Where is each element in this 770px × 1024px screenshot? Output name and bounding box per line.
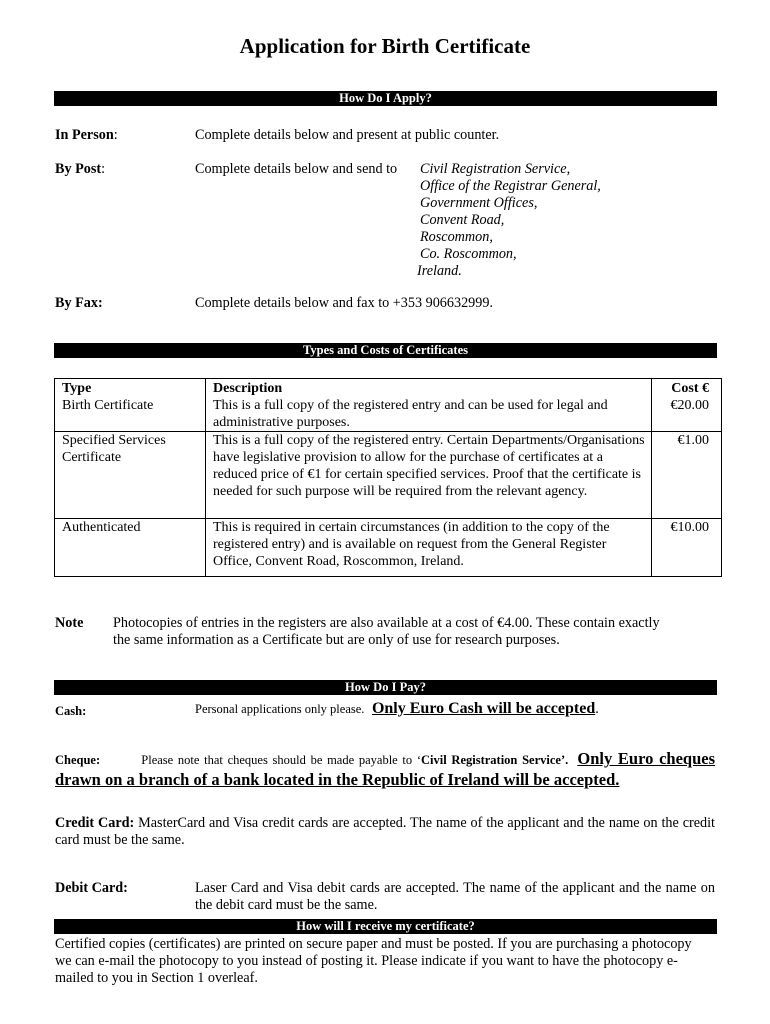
in-person-text: Complete details below and present at public counter. [195,127,500,143]
cell-type: Birth Certificate [55,397,206,432]
credit-card-text: MasterCard and Visa credit cards are accepted. The name of the applicant and the name on the credit card must be the same. [55,815,715,848]
address-line: Civil Registration Service, [420,161,571,177]
column-header-type: Type [55,379,206,398]
address-line: Office of the Registrar General, [420,178,601,194]
address-line: Government Offices, [420,195,538,211]
cheque-text: Please note that cheques should be made payable to ‘ [141,753,422,767]
cheque-label: Cheque: [55,753,101,767]
cash-label: Cash: [55,704,87,718]
by-post-text: Complete details below and send to [195,161,398,177]
address-line: Ireland. [417,263,462,279]
address-line: Convent Road, [420,212,505,228]
cash-emphasis: Only Euro Cash will be accepted [371,700,596,717]
cell-cost: €20.00 [652,397,722,432]
receive-text: Certified copies (certificates) are printed on secure paper and must be posted. If you are purchasing a photocopy we can e-mail the photocopy to you instead of posting it. Please indicate if you want to have the photocopy e-mailed to you in Section 1 overleaf. [55,936,692,986]
cell-type: Authenticated [55,519,206,577]
note-text: Photocopies of entries in the registers are also available at a cost of €4.00. These contain exactly the same information as a Certificate but are only of use for research purposes. [113,615,660,648]
in-person-label: In Person: [55,127,118,143]
cheque-paragraph: Cheque: Please note that cheques should be made payable to ‘Civil Registration Service’. Only Euro cheques drawn on a branch of a bank located in the Republic of Ireland will be accepted. [55,749,716,789]
cheque-emphasis: Only Euro cheques drawn on a branch of a bank located in the Republic of Ireland will be accepted. [55,749,716,789]
page-title: Application for Birth Certificate [239,34,531,58]
cheque-payee: Civil Registration Service [421,753,561,767]
cell-description: This is required in certain circumstances (in addition to the copy of the registered entry) and is available on request from the General Register Office, Convent Road, Roscommon, Ireland. [206,519,652,577]
section-header-receive: How will I receive my certificate? [54,919,717,934]
section-header-pay: How Do I Pay? [54,680,717,695]
by-fax-label: By Fax: [55,295,103,311]
section-header-costs: Types and Costs of Certificates [54,343,717,358]
cell-cost: €1.00 [652,432,722,519]
by-post-label: By Post: [55,161,106,177]
cell-description: This is a full copy of the registered entry and can be used for legal and administrative purposes. [206,397,652,432]
table-row [55,397,722,432]
by-fax-text: Complete details below and fax to +353 906632999. [195,295,494,311]
postal-address [417,161,601,280]
debit-card-text: Laser Card and Visa debit cards are accepted. The name of the applicant and the name on the debit card must be the same. [195,880,715,913]
table-row [55,519,722,577]
table-row [55,432,722,519]
table-header-row [55,379,722,398]
debit-card-label: Debit Card: [55,880,128,896]
cell-description: This is a full copy of the registered entry. Certain Departments/Organisations have legislative provision to allow for the purchase of certificates at a reduced price of €1 for certain specified services. Proof that the certificate is needed for such purpose will be required from the relevant agency. [206,432,652,519]
address-line: Co. Roscommon, [420,246,517,262]
column-header-description: Description [206,379,652,398]
column-header-cost: Cost € [652,379,722,398]
cell-type: Specified Services Certificate [55,432,206,519]
section-header-apply: How Do I Apply? [54,91,717,106]
note-label: Note [55,615,84,631]
certificate-costs-table [54,378,722,577]
cell-cost: €10.00 [652,519,722,577]
address-line: Roscommon, [420,229,493,245]
credit-card-label: Credit Card: [55,815,135,831]
cash-text: Personal applications only please. Only Euro Cash will be accepted. [195,700,599,717]
credit-card-paragraph [55,815,715,849]
